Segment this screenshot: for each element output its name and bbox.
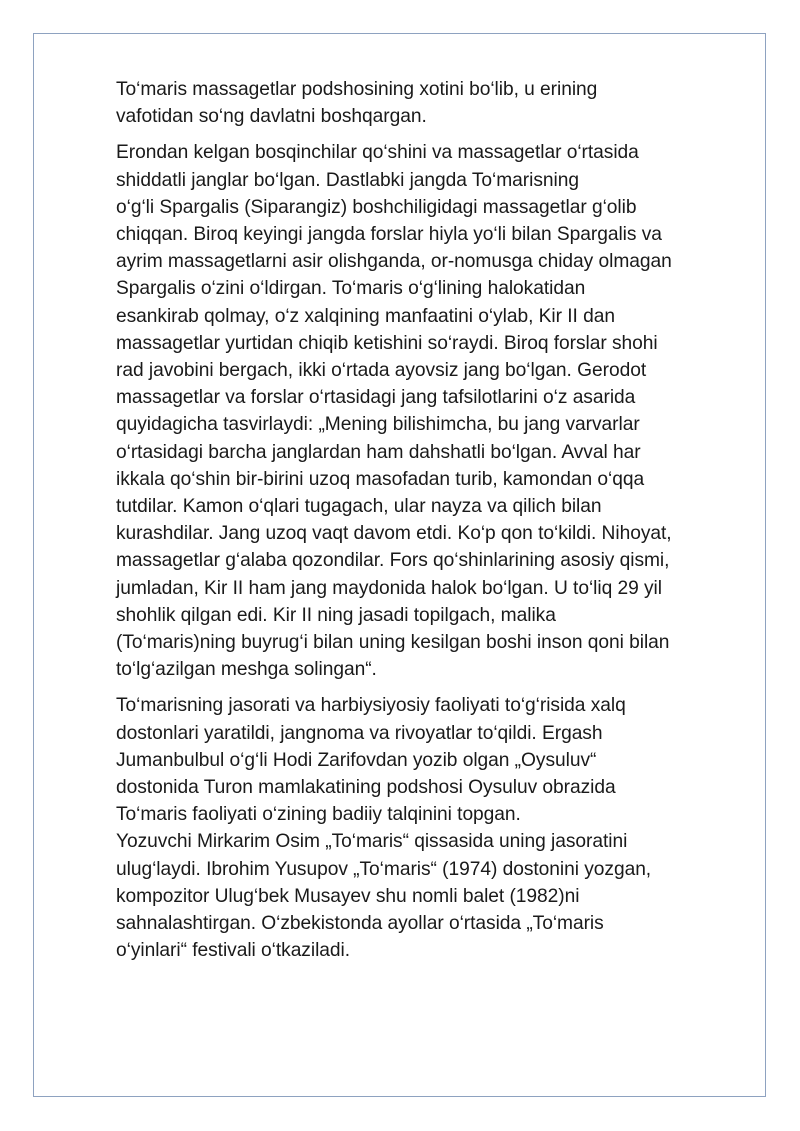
text-line: (To‘maris)ning buyrug‘i bilan uning kesilgan boshi inson qoni bilan <box>116 632 670 654</box>
text-line: massagetlar va forslar o‘rtasidagi jang tafsilotlarini o‘z asarida <box>116 387 636 409</box>
text-line: To‘maris massagetlar podshosining xotini bo‘lib, u erining <box>116 79 598 100</box>
paragraph-1 <box>116 76 756 130</box>
text-line: Jumanbulbul o‘g‘li Hodi Zarifovdan yozib olgan „Oysuluv“ <box>116 749 597 771</box>
text-line: Yozuvchi Mirkarim Osim „To‘maris“ qissasida uning jasoratini <box>116 831 628 853</box>
text-line: to‘lg‘azilgan meshga solingan“. <box>116 659 377 681</box>
text-line: shohlik qilgan edi. Kir II ning jasadi topilgach, malika <box>116 604 556 626</box>
paragraph-3 <box>116 692 756 964</box>
text-line: dostonida Turon mamlakatining podshosi Oysuluv obrazida <box>116 777 616 799</box>
text-line: o‘rtasidagi barcha janglardan ham dahshatli bo‘lgan. Avval har <box>116 441 641 463</box>
text-line: kurashdilar. Jang uzoq vaqt davom etdi. Ko‘p qon to‘kildi. Nihoyat, <box>116 523 672 545</box>
text-line: ikkala qo‘shin bir-birini uzoq masofadan turib, kamondan o‘qqa <box>116 468 645 490</box>
text-line: To‘maris faoliyati o‘zining badiiy talqinini topgan. <box>116 804 521 826</box>
text-line: To‘marisning jasorati va harbiysiyosiy faoliyati to‘g‘risida xalq <box>116 695 626 717</box>
text-line: o‘yinlari“ festivali o‘tkaziladi. <box>116 940 351 962</box>
text-line: vafotidan so‘ng davlatni boshqargan. <box>116 106 427 128</box>
document-body <box>116 76 756 974</box>
text-line: massagetlar yurtidan chiqib ketishini so‘raydi. Biroq forslar shohi <box>116 332 658 354</box>
text-line: kompozitor Ulug‘bek Musayev shu nomli balet (1982)ni <box>116 885 580 907</box>
text-line: chiqqan. Biroq keyingi jangda forslar hiyla yo‘li bilan Spargalis va <box>116 224 662 246</box>
text-line: Erondan kelgan bosqinchilar qo‘shini va massagetlar o‘rtasida <box>116 142 639 164</box>
text-line: shiddatli janglar bo‘lgan. Dastlabki jangda To‘marisning <box>116 169 579 191</box>
text-line: o‘g‘li Spargalis (Siparangiz) boshchiligidagi massagetlar g‘olib <box>116 196 637 218</box>
text-line: jumladan, Kir II ham jang maydonida halok bo‘lgan. U to‘liq 29 yil <box>116 577 662 599</box>
paragraph-2 <box>116 139 756 683</box>
text-line: Spargalis o‘zini o‘ldirgan. To‘maris o‘g‘lining halokatidan <box>116 278 586 300</box>
text-line: tutdilar. Kamon o‘qlari tugagach, ular nayza va qilich bilan <box>116 496 602 518</box>
text-line: dostonlari yaratildi, jangnoma va rivoyatlar to‘qildi. Ergash <box>116 722 603 744</box>
text-line: ulug‘laydi. Ibrohim Yusupov „To‘maris“ (1974) dostonini yozgan, <box>116 858 652 880</box>
text-line: massagetlar g‘alaba qozondilar. Fors qo‘shinlarining asosiy qismi, <box>116 550 670 572</box>
text-line: sahnalashtirgan. O‘zbekistonda ayollar o‘rtasida „To‘maris <box>116 913 604 935</box>
text-line: rad javobini bergach, ikki o‘rtada ayovsiz jang bo‘lgan. Gerodot <box>116 360 647 382</box>
text-line: ayrim massagetlarni asir olishganda, or-nomusga chiday olmagan <box>116 251 672 273</box>
text-line: esankirab qolmay, o‘z xalqining manfaatini o‘ylab, Kir II dan <box>116 305 615 327</box>
text-line: quyidagicha tasvirlaydi: „Mening bilishimcha, bu jang varvarlar <box>116 414 640 436</box>
